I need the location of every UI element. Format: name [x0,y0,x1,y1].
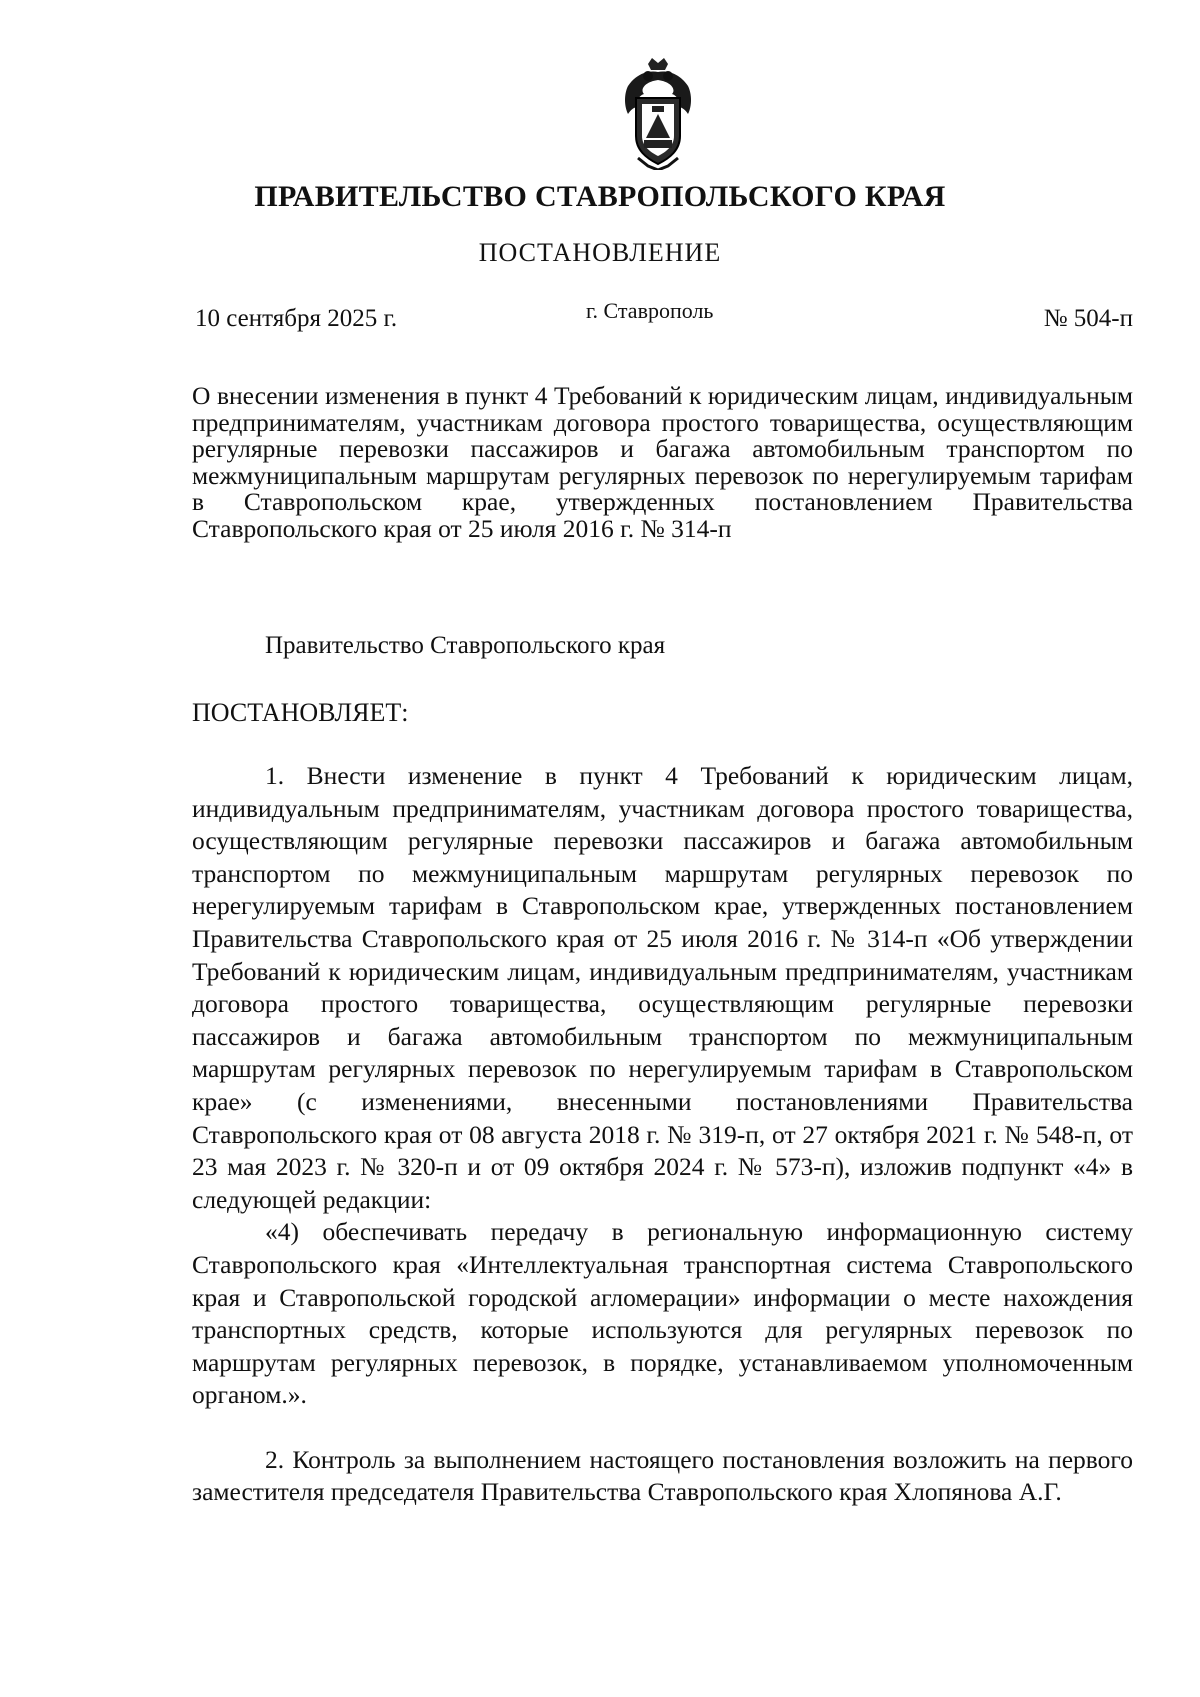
paragraph-1: 1. Внести изменение в пункт 4 Требований к юридическим лицам, индивидуальным предпринимателям, участникам договора простого товарищества, осуществляющим регулярные перевозки пассажиров и багажа автомобильным транспортом по межмуниципальным маршрутам регулярных перевозок по нерегулируемым тарифам в Ставропольском крае, утвержденных постановлением Правительства Ставропольского края от 25 июля 2016 г. № 314-п «Об утверждении Требований к юридическим лицам, индивидуальным предпринимателям, участникам договора простого товарищества, осуществляющим регулярные перевозки пассажиров и багажа автомобильным транспортом по межмуниципальным маршрутам регулярных перевозок по нерегулируемым тарифам в Ставропольском крае» (с изменениями, внесенными постановлениями Правительства Ставропольского края от 08 августа 2018 г. № 319-п, от 27 октября 2021 г. № 548-п, от 23 мая 2023 г. № 320-п и от 09 октября 2024 г. № 573-п), изложив подпункт «4» в следующей редакции: [192,761,1133,1214]
preamble-government: Правительство Ставропольского края [265,632,666,659]
preamble-decides: ПОСТАНОВЛЯЕТ: [192,698,409,727]
document-subject: О внесении изменения в пункт 4 Требований к юридическим лицам, индивидуальным предпринимателям, участникам договора простого товарищества, осуществляющим регулярные перевозки пассажиров и багажа автомобильным транспортом по межмуниципальным маршрутам регулярных перевозок по нерегулируемым тарифам в Ставропольском крае, утвержденных постановлением Правительства Ставропольского края от 25 июля 2016 г. № 314-п [192,381,1133,543]
document-city: г. Ставрополь [586,298,714,323]
document-date: 10 сентября 2025 г. [195,305,398,332]
coat-of-arms-icon [618,58,698,170]
organization-title: ПРАВИТЕЛЬСТВО СТАВРОПОЛЬСКОГО КРАЯ [254,180,946,213]
paragraph-subpoint-4: «4) обеспечивать передачу в региональную информационную систему Ставропольского края «Интеллектуальная транспортная система Ставропольского края и Ставропольской городской агломерации» информации о месте нахождения транспортных средств, которые используются для регулярных перевозок по маршрутам регулярных перевозок, в порядке, устанавливаемом уполномоченным органом.». [192,1217,1133,1410]
document-number: № 504-п [1043,305,1133,332]
document-type: ПОСТАНОВЛЕНИЕ [478,238,722,267]
document-body [192,760,1133,1509]
paragraph-2: 2. Контроль за выполнением настоящего постановления возложить на первого заместителя председателя Правительства Ставропольского края Хлопянова А.Г. [192,1444,1133,1507]
